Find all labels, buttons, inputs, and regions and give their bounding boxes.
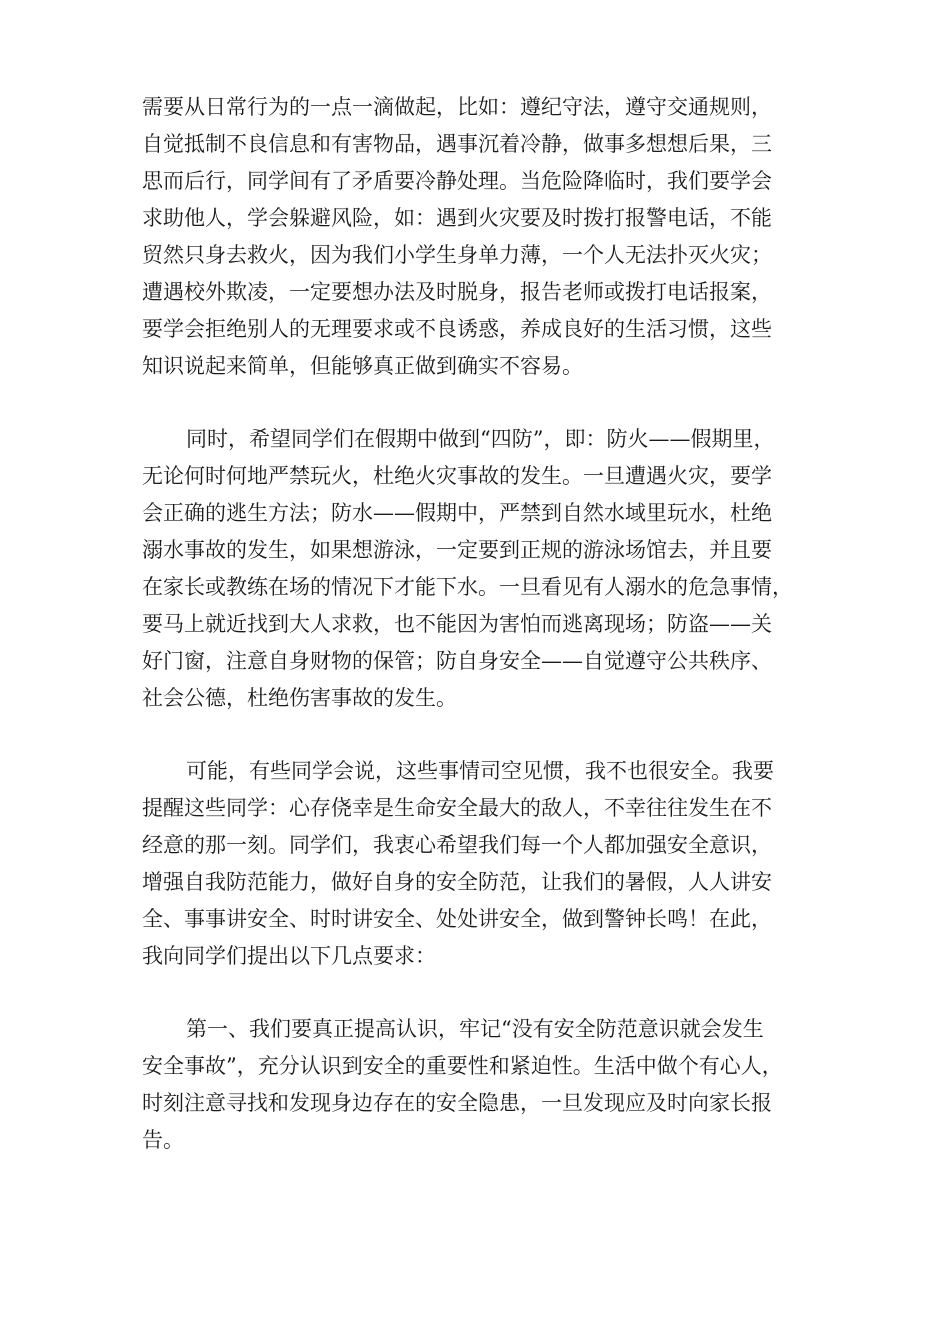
paragraph-1: [142, 89, 832, 385]
text-line: 同时，希望同学们在假期中做到“四防”，即：防火——假期里，: [186, 427, 775, 451]
text-line: 要马上就近找到大人求救，也不能因为害怕而逃离现场；防盗——关: [142, 612, 772, 636]
paragraph-4: [142, 1011, 832, 1159]
text-line: 遭遇校外欺凌，一定要想办法及时脱身，报告老师或拨打电话报案，: [142, 280, 772, 304]
text-line: 全、事事讲安全、时时讲安全、处处讲安全，做到警钟长鸣！在此，: [142, 907, 772, 931]
text-line: 我向同学们提出以下几点要求：: [142, 944, 436, 968]
text-line: 需要从日常行为的一点一滴做起，比如：遵纪守法，遵守交通规则，: [142, 95, 772, 119]
text-line: 社会公德，杜绝伤害事故的发生。: [142, 686, 457, 710]
text-line: 贸然只身去救火，因为我们小学生身单力薄，一个人无法扑灭火灾；: [142, 243, 772, 267]
text-line: 告。: [142, 1128, 184, 1152]
paragraph-gap: [142, 385, 832, 421]
text-line: 自觉抵制不良信息和有害物品，遇事沉着冷静，做事多想想后果，三: [142, 132, 772, 156]
text-line: 时刻注意寻找和发现身边存在的安全隐患，一旦发现应及时向家长报: [142, 1091, 772, 1115]
text-line: 会正确的逃生方法；防水——假期中，严禁到自然水域里玩水，杜绝: [142, 501, 772, 525]
paragraph-3: [142, 753, 832, 975]
text-line: 提醒这些同学：心存侥幸是生命安全最大的敌人，不幸往往发生在不: [142, 796, 772, 820]
paragraph-gap: [142, 717, 832, 753]
text-line: 要学会拒绝别人的无理要求或不良诱惑，养成良好的生活习惯，这些: [142, 317, 772, 341]
text-line: 第一、我们要真正提高认识，牢记“没有安全防范意识就会发生: [186, 1017, 764, 1041]
text-line: 好门窗，注意自身财物的保管；防自身安全——自觉遵守公共秩序、: [142, 649, 772, 673]
text-line: 溺水事故的发生，如果想游泳，一定要到正规的游泳场馆去，并且要: [142, 538, 772, 562]
text-line: 可能，有些同学会说，这些事情司空见惯，我不也很安全。我要: [186, 759, 774, 783]
text-line: 安全事故”，充分认识到安全的重要性和紧迫性。生活中做个有心人，: [142, 1054, 783, 1078]
paragraph-2: [142, 421, 832, 717]
text-line: 无论何时何地严禁玩火，杜绝火灾事故的发生。一旦遭遇火灾，要学: [142, 464, 772, 488]
text-line: 在家长或教练在场的情况下才能下水。一旦看见有人溺水的危急事情，: [142, 575, 793, 599]
text-line: 增强自我防范能力，做好自身的安全防范，让我们的暑假，人人讲安: [142, 870, 772, 894]
text-line: 经意的那一刻。同学们，我衷心希望我们每一个人都加强安全意识，: [142, 833, 772, 857]
paragraph-gap: [142, 975, 832, 1011]
document-body: [142, 89, 832, 1159]
text-line: 思而后行，同学间有了矛盾要冷静处理。当危险降临时，我们要学会: [142, 169, 772, 193]
text-line: 求助他人，学会躲避风险，如：遇到火灾要及时拨打报警电话，不能: [142, 206, 772, 230]
text-line: 知识说起来简单，但能够真正做到确实不容易。: [142, 354, 583, 378]
